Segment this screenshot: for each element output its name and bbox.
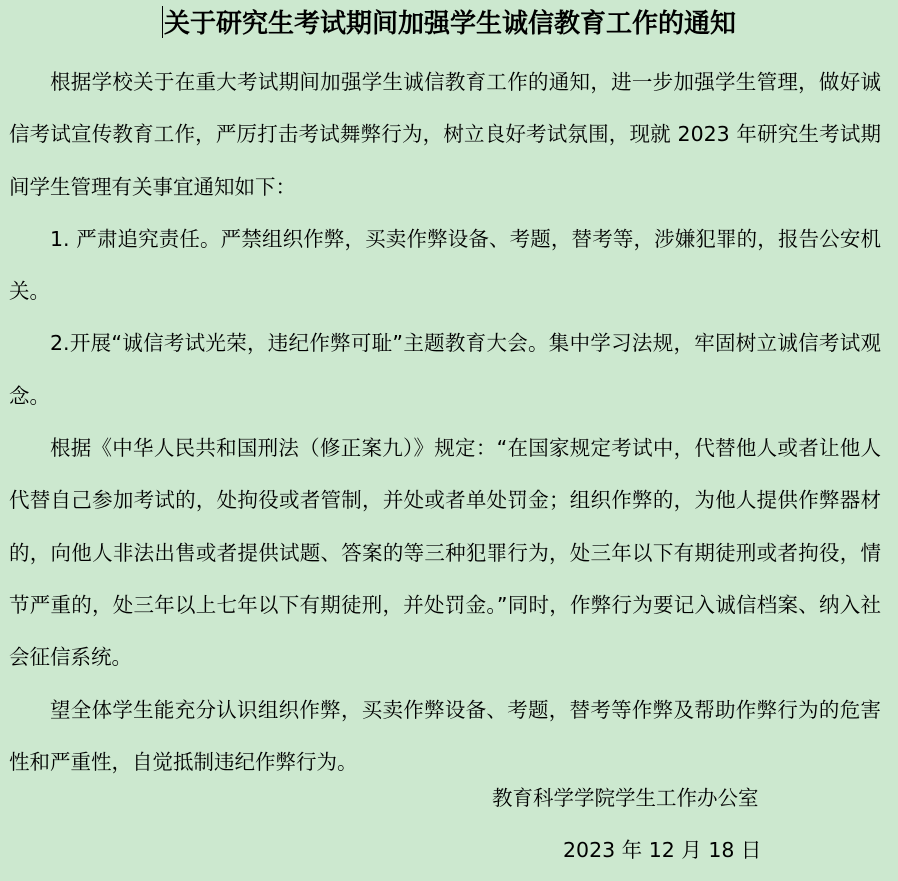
text-cursor: [162, 6, 163, 38]
paragraph-closing: 望全体学生能充分认识组织作弊，买卖作弊设备、考题，替考等作弊及帮助作弊行为的危害性和严重性，自觉抵制违纪作弊行为。: [9, 697, 881, 774]
paragraph-item-2: 2.开展“诚信考试光荣，违纪作弊可耻”主题教育大会。集中学习法规，牢固树立诚信考试观念。: [9, 331, 881, 408]
signature-date: 2023 年 12 月 18 日: [563, 838, 762, 862]
document-title: 关于研究生考试期间加强学生诚信教育工作的通知: [163, 9, 736, 39]
paragraph-item-1: 1. 严肃追究责任。严禁组织作弊，买卖作弊设备、考题，替考等，涉嫌犯罪的，报告公安机关。: [9, 226, 881, 304]
document-title-line: [0, 2, 898, 46]
paragraph-law-quote: 根据《中华人民共和国刑法（修正案九）》规定：“在国家规定考试中，代替他人或者让他人代替自己参加考试的，处拘役或者管制，并处或者单处罚金；组织作弊的，为他人提供作弊器材的，向他人非法出售或者提供试题、答案的等三种犯罪行为，处三年以下有期徒刑或者拘役，情节严重的，处三年以上七年以下有期徒刑，并处罚金。”同时，作弊行为要记入诚信档案、纳入社会征信系统。: [9, 436, 881, 670]
document-body: [9, 56, 881, 788]
signature-office: 教育科学学院学生工作办公室: [492, 786, 759, 810]
paragraph-intro: 根据学校关于在重大考试期间加强学生诚信教育工作的通知，进一步加强学生管理，做好诚信考试宣传教育工作，严厉打击考试舞弊行为，树立良好考试氛围，现就 2023 年研究生考试期间学生管理有关事宜通知如下：: [9, 70, 881, 199]
